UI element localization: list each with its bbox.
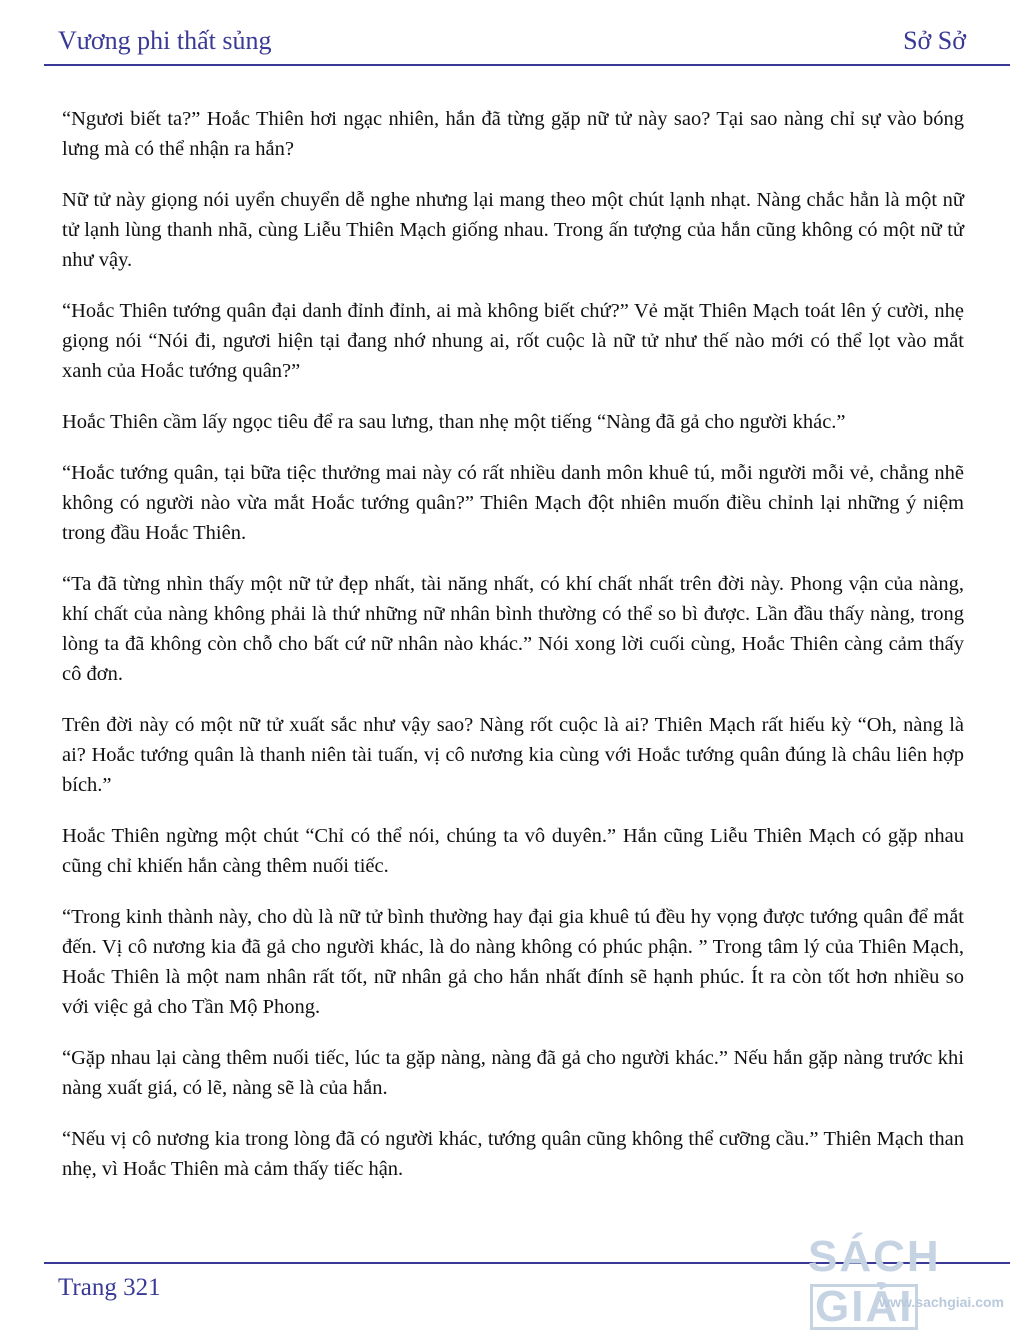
page-number: Trang 321 (58, 1274, 161, 1301)
paragraph: Nữ tử này giọng nói uyển chuyển dễ nghe nhưng lại mang theo một chút lạnh nhạt. Nàng chắc hẳn là một nữ tử lạnh lùng thanh nhã, cùng Liễu Thiên Mạch giống nhau. Trong ấn tượng của hắn cũng không có một nữ tử như vậy. (62, 189, 964, 271)
paragraph: “Hoắc Thiên tướng quân đại danh đỉnh đỉnh, ai mà không biết chứ?” Vẻ mặt Thiên Mạch toát lên ý cười, nhẹ giọng nói “Nói đi, ngươi hiện tại đang nhớ nhung ai, rốt cuộc là nữ tử như thế nào mới có thể lọt vào mắt xanh của Hoắc tướng quân?” (62, 300, 964, 382)
page-header (58, 22, 966, 62)
paragraph: “Trong kinh thành này, cho dù là nữ tử bình thường hay đại gia khuê tú đều hy vọng được tướng quân để mắt đến. Vị cô nương kia đã gả cho người khác, là do nàng không có phúc phận. ” Trong tâm lý của Thiên Mạch, Hoắc Thiên là một nam nhân rất tốt, nữ nhân gả cho hắn nhất đính sẽ hạnh phúc. Ít ra còn tốt hơn nhiều so với việc gả cho Tần Mộ Phong. (62, 906, 964, 1018)
author-name: Sở Sở (903, 26, 966, 55)
watermark (808, 1232, 1018, 1331)
paragraph: Trên đời này có một nữ tử xuất sắc như vậy sao? Nàng rốt cuộc là ai? Thiên Mạch rất hiếu kỳ “Oh, nàng là ai? Hoắc tướng quân là thanh niên tài tuấn, vị cô nương kia cùng với Hoắc tướng quân đúng là châu liên hợp bích.” (62, 714, 964, 796)
paragraph: Hoắc Thiên cầm lấy ngọc tiêu để ra sau lưng, than nhẹ một tiếng “Nàng đã gả cho người khác.” (62, 411, 846, 433)
book-title: Vương phi thất sủng (58, 26, 272, 55)
paragraph: “Hoắc tướng quân, tại bữa tiệc thưởng mai này có rất nhiều danh môn khuê tú, mỗi người mỗi vẻ, chẳng nhẽ không có người nào vừa mắt Hoắc tướng quân?” Thiên Mạch đột nhiên muốn điều chỉnh lại những ý niệm trong đầu Hoắc Thiên. (62, 462, 964, 544)
paragraph: “Gặp nhau lại càng thêm nuối tiếc, lúc ta gặp nàng, nàng đã gả cho người khác.” Nếu hắn gặp nàng trước khi nàng xuất giá, có lẽ, nàng sẽ là của hắn. (62, 1047, 964, 1099)
paragraph: Hoắc Thiên ngừng một chút “Chỉ có thể nói, chúng ta vô duyên.” Hắn cũng Liễu Thiên Mạch có gặp nhau cũng chỉ khiến hắn càng thêm nuối tiếc. (62, 825, 964, 877)
paragraph: “Ngươi biết ta?” Hoắc Thiên hơi ngạc nhiên, hắn đã từng gặp nữ tử này sao? Tại sao nàng chỉ sự vào bóng lưng mà có thể nhận ra hắn? (62, 108, 964, 160)
watermark-url: www.sachgiai.com (879, 1294, 1004, 1310)
watermark-logo-right: GIẢI (810, 1284, 918, 1330)
watermark-logo-left: SÁCH (808, 1232, 941, 1281)
paragraph: “Nếu vị cô nương kia trong lòng đã có người khác, tướng quân cũng không thể cưỡng cầu.” Thiên Mạch than nhẹ, vì Hoắc Thiên mà cảm thấy tiếc hận. (62, 1128, 964, 1180)
header-divider (44, 64, 1010, 66)
chapter-body (62, 104, 964, 1205)
watermark-logo (808, 1232, 1018, 1332)
paragraph: “Ta đã từng nhìn thấy một nữ tử đẹp nhất, tài năng nhất, có khí chất nhất trên đời này. Phong vận của nàng, khí chất của nàng không phải là thứ những nữ nhân bình thường có thể so bì được. Lần đầu thấy nàng, trong lòng ta đã không còn chỗ cho bất cứ nữ nhân nào khác.” Nói xong lời cuối cùng, Hoắc Thiên càng cảm thấy cô đơn. (62, 573, 964, 685)
